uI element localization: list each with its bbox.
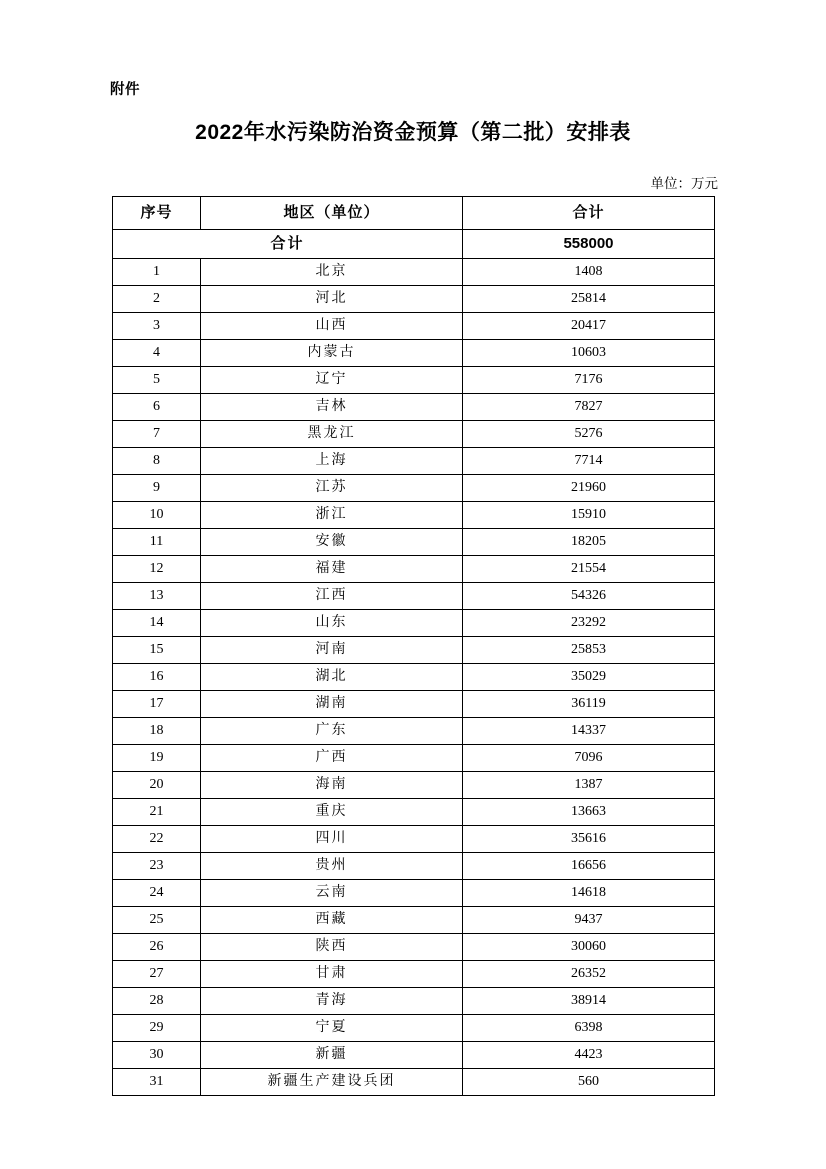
row-total: 560 [463, 1069, 715, 1096]
row-no: 23 [113, 853, 201, 880]
table-row [113, 1015, 715, 1042]
table-row [113, 448, 715, 475]
unit-note: 单位：万元 [650, 176, 718, 191]
row-no: 11 [113, 529, 201, 556]
table-row [113, 340, 715, 367]
table-row [113, 799, 715, 826]
row-no: 18 [113, 718, 201, 745]
row-region: 甘肃 [201, 961, 463, 988]
table-row [113, 745, 715, 772]
row-region: 广东 [201, 718, 463, 745]
table-row [113, 988, 715, 1015]
row-region: 福建 [201, 556, 463, 583]
row-no: 3 [113, 313, 201, 340]
row-region: 山东 [201, 610, 463, 637]
row-total: 25814 [463, 286, 715, 313]
table-row [113, 1042, 715, 1069]
column-header-region: 地区（单位） [201, 197, 463, 230]
row-total: 18205 [463, 529, 715, 556]
row-total: 38914 [463, 988, 715, 1015]
row-region: 四川 [201, 826, 463, 853]
row-region: 新疆 [201, 1042, 463, 1069]
row-total: 7714 [463, 448, 715, 475]
row-region: 江西 [201, 583, 463, 610]
row-total: 35616 [463, 826, 715, 853]
row-region: 江苏 [201, 475, 463, 502]
row-region: 上海 [201, 448, 463, 475]
row-total: 26352 [463, 961, 715, 988]
row-total: 30060 [463, 934, 715, 961]
row-total: 35029 [463, 664, 715, 691]
row-region: 新疆生产建设兵团 [201, 1069, 463, 1096]
row-total: 16656 [463, 853, 715, 880]
row-total: 1408 [463, 259, 715, 286]
table-row [113, 529, 715, 556]
table-header-row [113, 197, 715, 230]
table-row [113, 880, 715, 907]
row-total: 21960 [463, 475, 715, 502]
row-total: 54326 [463, 583, 715, 610]
row-total: 7176 [463, 367, 715, 394]
column-header-no: 序号 [113, 197, 201, 230]
row-total: 6398 [463, 1015, 715, 1042]
row-total: 25853 [463, 637, 715, 664]
table-row [113, 718, 715, 745]
row-no: 28 [113, 988, 201, 1015]
row-region: 宁夏 [201, 1015, 463, 1042]
row-region: 贵州 [201, 853, 463, 880]
row-no: 12 [113, 556, 201, 583]
row-total: 23292 [463, 610, 715, 637]
row-no: 14 [113, 610, 201, 637]
row-no: 10 [113, 502, 201, 529]
row-no: 21 [113, 799, 201, 826]
table-row [113, 556, 715, 583]
table-row [113, 691, 715, 718]
row-no: 16 [113, 664, 201, 691]
total-row-label: 合计 [113, 230, 463, 259]
row-total: 20417 [463, 313, 715, 340]
row-region: 吉林 [201, 394, 463, 421]
row-no: 7 [113, 421, 201, 448]
row-no: 19 [113, 745, 201, 772]
row-region: 河南 [201, 637, 463, 664]
table-row [113, 934, 715, 961]
row-total: 21554 [463, 556, 715, 583]
row-region: 辽宁 [201, 367, 463, 394]
table-row [113, 421, 715, 448]
row-no: 29 [113, 1015, 201, 1042]
row-no: 25 [113, 907, 201, 934]
table-row [113, 313, 715, 340]
table-row [113, 637, 715, 664]
row-no: 2 [113, 286, 201, 313]
row-no: 15 [113, 637, 201, 664]
attachment-label: 附件 [110, 82, 140, 98]
table-body [113, 230, 715, 1096]
row-no: 24 [113, 880, 201, 907]
row-no: 4 [113, 340, 201, 367]
table-row [113, 286, 715, 313]
row-region: 浙江 [201, 502, 463, 529]
column-header-total: 合计 [463, 197, 715, 230]
row-no: 13 [113, 583, 201, 610]
row-region: 青海 [201, 988, 463, 1015]
row-no: 1 [113, 259, 201, 286]
table-row [113, 853, 715, 880]
row-total: 10603 [463, 340, 715, 367]
row-total: 13663 [463, 799, 715, 826]
table-row [113, 610, 715, 637]
table-row [113, 367, 715, 394]
row-total: 7096 [463, 745, 715, 772]
row-region: 黑龙江 [201, 421, 463, 448]
row-region: 陕西 [201, 934, 463, 961]
table-row [113, 907, 715, 934]
page-title: 2022年水污染防治资金预算（第二批）安排表 [195, 121, 631, 144]
row-total: 14618 [463, 880, 715, 907]
row-region: 广西 [201, 745, 463, 772]
row-total: 5276 [463, 421, 715, 448]
row-no: 17 [113, 691, 201, 718]
table-row [113, 1069, 715, 1096]
row-region: 内蒙古 [201, 340, 463, 367]
row-total: 15910 [463, 502, 715, 529]
row-no: 26 [113, 934, 201, 961]
row-no: 5 [113, 367, 201, 394]
row-total: 14337 [463, 718, 715, 745]
table-row [113, 664, 715, 691]
row-total: 4423 [463, 1042, 715, 1069]
row-no: 30 [113, 1042, 201, 1069]
row-region: 安徽 [201, 529, 463, 556]
total-row-value: 558000 [463, 230, 715, 259]
table-row [113, 502, 715, 529]
row-region: 湖北 [201, 664, 463, 691]
row-no: 8 [113, 448, 201, 475]
table-row [113, 475, 715, 502]
row-no: 22 [113, 826, 201, 853]
table-row [113, 961, 715, 988]
row-region: 海南 [201, 772, 463, 799]
row-total: 36119 [463, 691, 715, 718]
row-region: 云南 [201, 880, 463, 907]
table-row [113, 583, 715, 610]
row-total: 7827 [463, 394, 715, 421]
table-total-row [113, 230, 715, 259]
row-no: 9 [113, 475, 201, 502]
row-region: 重庆 [201, 799, 463, 826]
row-region: 西藏 [201, 907, 463, 934]
row-no: 20 [113, 772, 201, 799]
table-row [113, 826, 715, 853]
table-row [113, 772, 715, 799]
row-region: 山西 [201, 313, 463, 340]
row-total: 1387 [463, 772, 715, 799]
row-no: 27 [113, 961, 201, 988]
row-no: 6 [113, 394, 201, 421]
table-row [113, 259, 715, 286]
table-row [113, 394, 715, 421]
row-total: 9437 [463, 907, 715, 934]
budget-table [112, 196, 715, 1096]
row-region: 北京 [201, 259, 463, 286]
table-header [113, 197, 715, 230]
row-region: 湖南 [201, 691, 463, 718]
row-no: 31 [113, 1069, 201, 1096]
row-region: 河北 [201, 286, 463, 313]
